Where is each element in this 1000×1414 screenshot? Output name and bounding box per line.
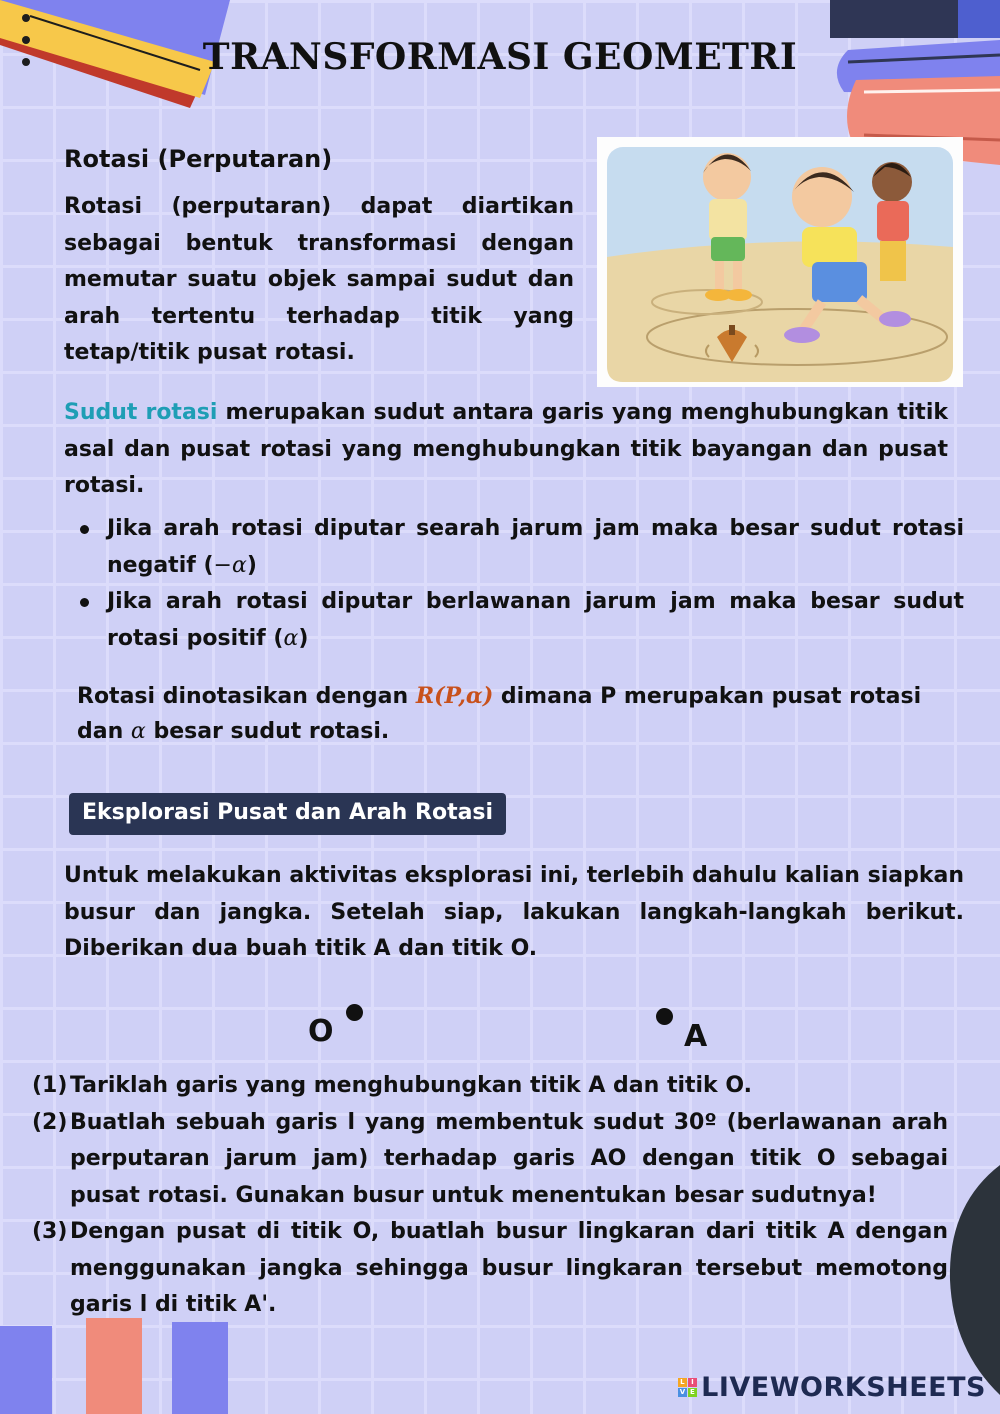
step-text: Buatlah sebuah garis l yang membentuk sudut 30º (berlawanan arah perputaran jarum jam) terhadap garis AO dengan titik O sebagai pusat rotasi. Gunakan busur untuk menentukan besar sudutnya! xyxy=(70,1109,948,1208)
point-o xyxy=(346,1004,363,1021)
brand-name: LIVEWORKSHEETS xyxy=(701,1372,986,1403)
exploration-steps xyxy=(32,1068,948,1324)
bullet-dot xyxy=(80,598,89,607)
bottom-bars-decoration xyxy=(0,1318,240,1414)
step-number: (2) xyxy=(32,1109,68,1135)
point-o-label: O xyxy=(308,1014,334,1049)
notation-before: Rotasi dinotasikan dengan xyxy=(77,684,416,709)
step-text: Tariklah garis yang menghubungkan titik A dan titik O. xyxy=(70,1073,752,1098)
rotation-notation xyxy=(77,679,967,749)
bullet-dot xyxy=(80,525,89,534)
bullet-math: −α xyxy=(213,552,247,578)
notation-middle: dimana P merupakan pusat rotasi dan xyxy=(77,684,922,744)
list-item xyxy=(32,1105,948,1215)
children-spinning-top-illustration xyxy=(597,137,963,387)
list-item xyxy=(32,1214,948,1324)
rotation-angle-definition xyxy=(64,395,948,505)
exploration-badge: Eksplorasi Pusat dan Arah Rotasi xyxy=(69,793,506,835)
bullet-text-end: ) xyxy=(246,552,257,578)
rotation-direction-list xyxy=(78,511,964,657)
step-text: Dengan pusat di titik O, buatlah busur lingkaran dari titik A dengan menggunakan jangka sehingga busur lingkaran tersebut memotong garis l di titik A'. xyxy=(70,1219,948,1317)
definition-term: Sudut rotasi xyxy=(64,400,218,425)
liveworksheets-logo-icon: L I V E xyxy=(679,1378,696,1396)
bullet-text: Jika arah rotasi diputar berlawanan jarum jam maka besar sudut rotasi positif ( xyxy=(107,589,964,651)
point-a-label: A xyxy=(684,1019,708,1054)
step-number: (3) xyxy=(32,1219,68,1244)
step-number: (1) xyxy=(32,1073,68,1098)
list-item xyxy=(78,511,964,584)
notation-formula: R(P,α) xyxy=(415,683,494,709)
list-item xyxy=(32,1068,948,1105)
notation-after: besar sudut rotasi. xyxy=(145,719,390,744)
page-title: TRANSFORMASI GEOMETRI xyxy=(202,36,798,78)
list-item xyxy=(78,584,964,657)
definition-text: merupakan sudut antara garis yang menghubungkan titik asal dan pusat rotasi yang menghubungkan titik bayangan dan pusat rotasi. xyxy=(64,400,948,498)
liveworksheets-logo[interactable] xyxy=(678,1372,986,1403)
bullet-math: α xyxy=(283,625,299,651)
exploration-paragraph: Untuk melakukan aktivitas eksplorasi ini, terlebih dahulu kalian siapkan busur dan jangka. Setelah siap, lakukan langkah-langkah berikut. Diberikan dua buah titik A dan titik O. xyxy=(64,863,964,961)
bullet-text-end: ) xyxy=(298,625,309,651)
bullet-text: Jika arah rotasi diputar searah jarum jam maka besar sudut rotasi negatif ( xyxy=(107,516,964,578)
notation-alpha: α xyxy=(130,719,146,744)
intro-paragraph: Rotasi (perputaran) dapat diartikan sebagai bentuk transformasi dengan memutar suatu objek sampai sudut dan arah tertentu terhadap titik yang tetap/titik pusat rotasi. xyxy=(64,194,574,365)
dark-shape-decoration xyxy=(948,1165,1000,1395)
section-heading: Rotasi (Perputaran) xyxy=(64,145,333,173)
point-a xyxy=(656,1008,673,1025)
